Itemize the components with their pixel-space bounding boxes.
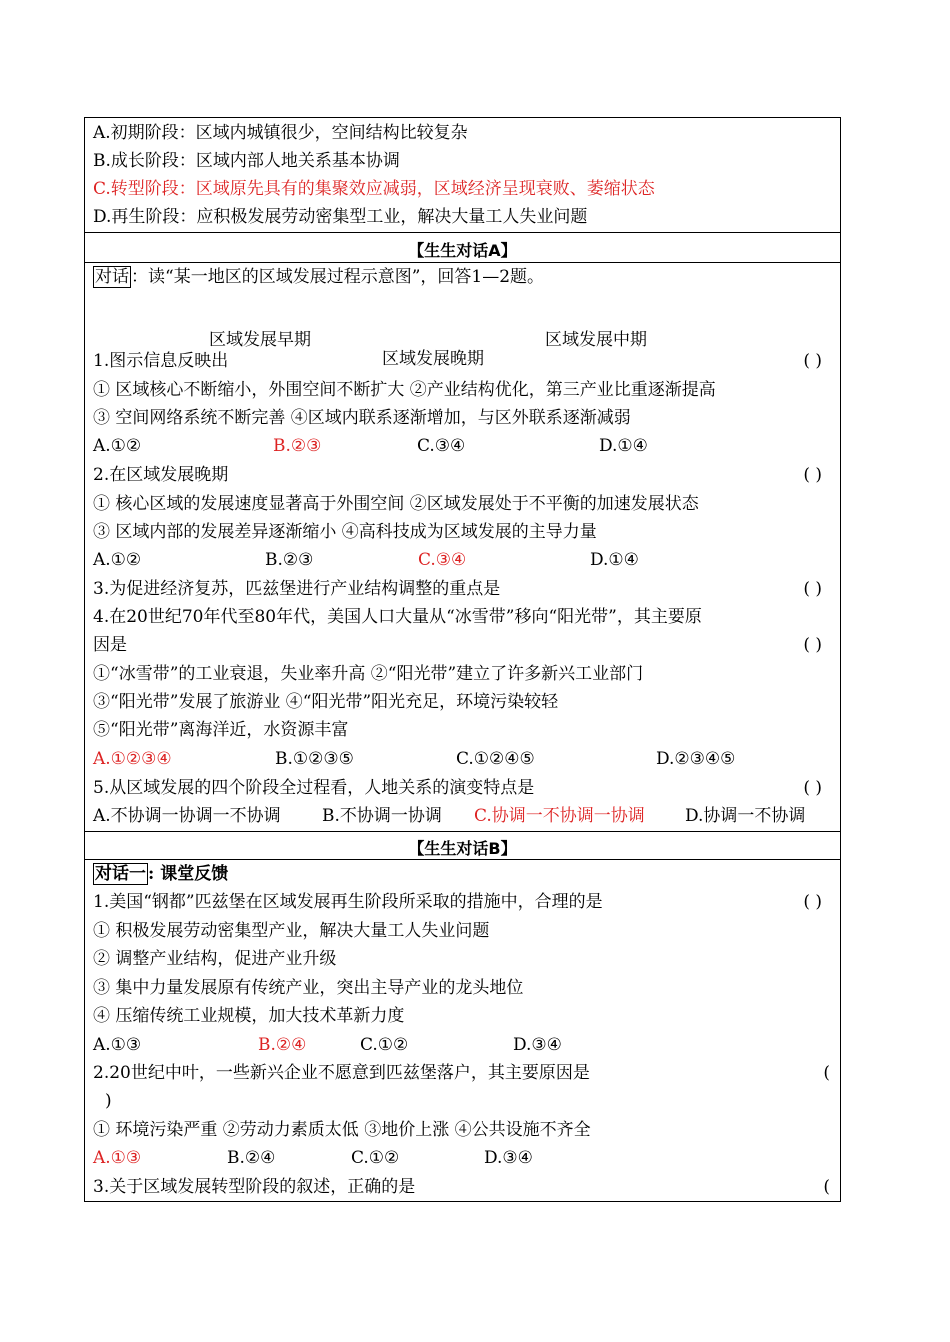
- question-4: 4.在20世纪70年代至80年代，美国人口大量从“冰雪带”移向“阳光带”，其主要原: [93, 607, 702, 627]
- answer-paren: ( ): [803, 892, 822, 912]
- q1-choice-a: A.①②: [93, 436, 142, 456]
- q1-choice-c: C.③④: [417, 436, 466, 456]
- b-q1-choice-d: D.③④: [513, 1035, 562, 1055]
- option-a-line: A.初期阶段：区域内城镇很少，空间结构比较复杂: [93, 123, 468, 143]
- b-q2-statement: ① 环境污染严重 ②劳动力素质太低 ③地价上涨 ④公共设施不齐全: [93, 1120, 591, 1140]
- question-5: 5.从区域发展的四个阶段全过程看，人地关系的演变特点是: [93, 778, 535, 798]
- worksheet-table: [84, 117, 841, 1202]
- b-q1-choice-c: C.①②: [360, 1035, 409, 1055]
- section-a-intro: [93, 267, 544, 287]
- q4-choice-a: A.①②③④: [93, 749, 172, 769]
- b-q2-choice-c: C.①②: [351, 1148, 400, 1168]
- q2-choice-d: D.①④: [590, 550, 639, 570]
- b-question-1: 1.美国“钢都”匹兹堡在区域发展再生阶段所采取的措施中，合理的是: [93, 892, 603, 912]
- divider: [85, 232, 840, 233]
- answer-paren: ( ): [803, 465, 822, 485]
- q2-statement-1: ① 核心区域的发展速度显著高于外围空间 ②区域发展处于不平衡的加速发展状态: [93, 494, 699, 514]
- q4-choice-c: C.①②④⑤: [456, 749, 535, 769]
- q2-choice-a: A.①②: [93, 550, 142, 570]
- b-q1-statement-4: ④ 压缩传统工业规模，加大技术革新力度: [93, 1006, 405, 1026]
- q2-choice-c: C.③④: [418, 550, 467, 570]
- option-d-line: D.再生阶段：应积极发展劳动密集型工业，解决大量工人失业问题: [93, 207, 588, 227]
- dialog-tag: 对话一: [95, 864, 146, 884]
- q1-statement-2: ③ 空间网络系统不断完善 ④区域内联系逐渐增加，与区外联系逐渐减弱: [93, 408, 631, 428]
- intro-text: ：读“某一地区的区域发展过程示意图”，回答1—2题。: [131, 267, 545, 287]
- sub-text: : 课堂反馈: [148, 864, 229, 884]
- q2-statement-2: ③ 区域内部的发展差异逐渐缩小 ④高科技成为区域发展的主导力量: [93, 522, 597, 542]
- q1-choice-d: D.①④: [599, 436, 648, 456]
- q4-statement-2: ③“阳光带”发展了旅游业 ④“阳光带”阳光充足，环境污染较轻: [93, 692, 559, 712]
- answer-paren: ( ): [803, 635, 822, 655]
- q2-choice-b: B.②③: [265, 550, 314, 570]
- question-1: 1.图示信息反映出: [93, 351, 229, 371]
- divider: [85, 859, 840, 860]
- diagram-label-late: 区域发展晚期: [382, 349, 484, 369]
- b-question-2: 2.20世纪中叶，一些新兴企业不愿意到匹兹堡落户，其主要原因是: [93, 1063, 590, 1083]
- answer-paren: ( ): [803, 579, 822, 599]
- option-c-line: C.转型阶段：区域原先具有的集聚效应减弱，区域经济呈现衰败、萎缩状态: [93, 179, 655, 199]
- q5-choice-b: B.不协调一协调: [322, 806, 442, 826]
- b-q1-statement-3: ③ 集中力量发展原有传统产业，突出主导产业的龙头地位: [93, 978, 524, 998]
- question-2: 2.在区域发展晚期: [93, 465, 229, 485]
- answer-paren-open: (: [823, 1177, 830, 1197]
- q5-choice-d: D.协调一不协调: [685, 806, 806, 826]
- b-q1-statement-2: ② 调整产业结构，促进产业升级: [93, 949, 337, 969]
- q1-statement-1: ① 区域核心不断缩小，外围空间不断扩大 ②产业结构优化，第三产业比重逐渐提高: [93, 380, 716, 400]
- answer-paren: ( ): [803, 778, 822, 798]
- q5-choice-c: C.协调一不协调一协调: [474, 806, 645, 826]
- q4-statement-1: ①“冰雪带”的工业衰退，失业率升高 ②“阳光带”建立了许多新兴工业部门: [93, 664, 644, 684]
- section-a-title: 【生生对话A】: [408, 241, 517, 260]
- q4-statement-3: ⑤“阳光带”离海洋近，水资源丰富: [93, 720, 349, 740]
- answer-paren-close: ): [105, 1091, 112, 1111]
- b-q2-choice-a: A.①③: [93, 1148, 142, 1168]
- option-b-line: B.成长阶段：区域内部人地关系基本协调: [93, 151, 400, 171]
- dialog-tag: 对话: [95, 267, 129, 287]
- b-q1-choice-a: A.①③: [93, 1035, 142, 1055]
- section-b-sub: [93, 864, 228, 884]
- b-q2-choice-b: B.②④: [227, 1148, 276, 1168]
- divider: [85, 262, 840, 263]
- q4-choice-b: B.①②③⑤: [275, 749, 354, 769]
- q5-choice-a: A.不协调一协调一不协调: [93, 806, 281, 826]
- answer-paren-open: (: [823, 1063, 830, 1083]
- question-4-cont: 因是: [93, 635, 127, 655]
- q1-choice-b: B.②③: [273, 436, 322, 456]
- answer-paren: ( ): [803, 351, 822, 371]
- q4-choice-d: D.②③④⑤: [656, 749, 736, 769]
- diagram-label-early: 区域发展早期: [209, 330, 311, 350]
- section-b-title: 【生生对话B】: [408, 839, 517, 858]
- b-question-3: 3.关于区域发展转型阶段的叙述，正确的是: [93, 1177, 416, 1197]
- divider: [85, 831, 840, 832]
- diagram-label-middle: 区域发展中期: [545, 330, 647, 350]
- question-3: 3.为促进经济复苏，匹兹堡进行产业结构调整的重点是: [93, 579, 501, 599]
- b-q1-choice-b: B.②④: [258, 1035, 307, 1055]
- b-q1-statement-1: ① 积极发展劳动密集型产业，解决大量工人失业问题: [93, 921, 490, 941]
- b-q2-choice-d: D.③④: [484, 1148, 533, 1168]
